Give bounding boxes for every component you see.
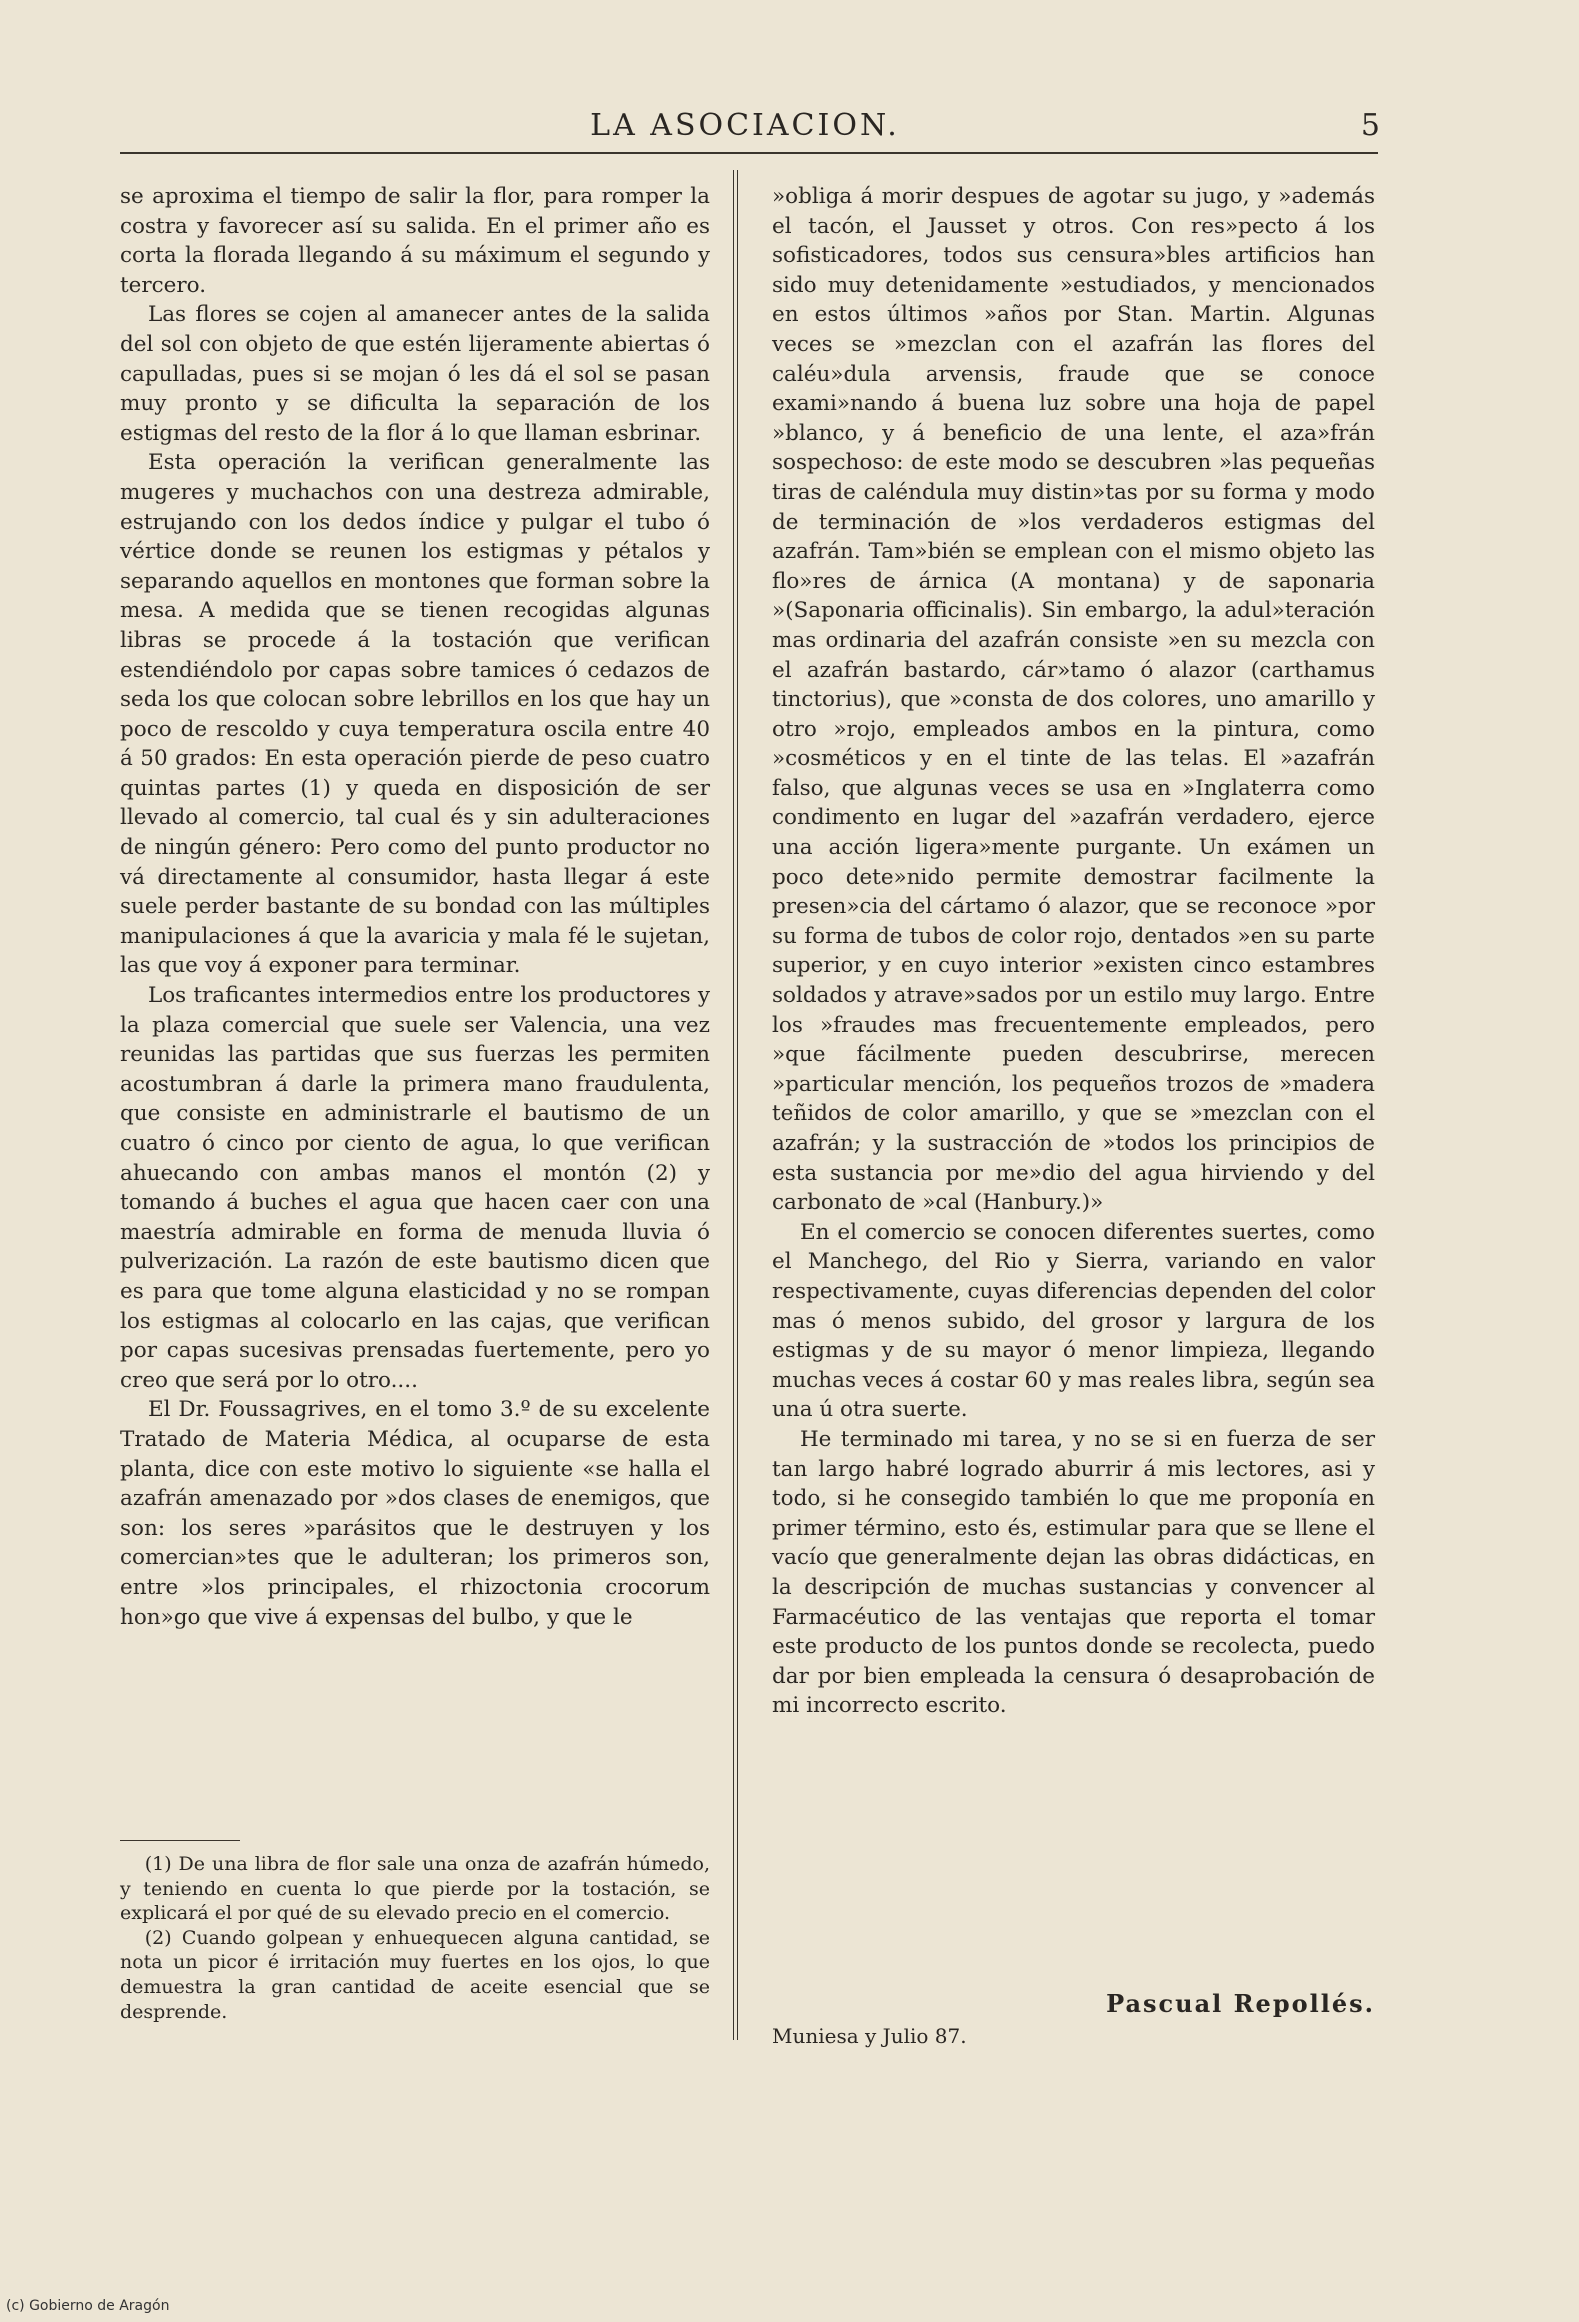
left-column [120, 182, 710, 1632]
author-signature: Pascual Repollés. [1106, 1989, 1375, 2018]
copyright-notice: (c) Gobierno de Aragón [6, 2298, 170, 2314]
paragraph: Esta operación la verifican generalmente las mugeres y muchachos con una destreza admirable, estrujando con los dedos índice y pulgar el tubo ó vértice donde se reunen los estigmas y pétalos y separando aquellos en montones que forman sobre la mesa. A medida que se tienen recogidas algunas libras se procede á la tostación que verifican estendiéndolo por capas sobre tamices ó cedazos de seda los que colocan sobre lebrillos en los que hay un poco de rescoldo y cuya temperatura oscila entre 40 á 50 grados: En esta operación pierde de peso cuatro quintas partes (1) y queda en disposición de ser llevado al comercio, tal cual és y sin adulteraciones de ningún género: Pero como del punto productor no vá directamente al consumidor, hasta llegar á este suele perder bastante de su bondad con las múltiples manipulaciones á que la avaricia y mala fé le sujetan, las que voy á exponer para terminar. [120, 450, 710, 979]
paragraph: Las flores se cojen al amanecer antes de la salida del sol con objeto de que estén lijeramente abiertas ó capulladas, pues si se mojan ó les dá el sol se pasan muy pronto y se dificulta la separación de los estigmas del resto de la flor á lo que llaman esbrinar. [120, 302, 710, 446]
paragraph: Los traficantes intermedios entre los productores y la plaza comercial que suele ser Valencia, una vez reunidas las partidas que sus fuerzas les permiten acostumbran á darle la primera mano fraudulenta, que consiste en administrarle el bautismo de un cuatro ó cinco por ciento de agua, lo que verifican ahuecando con ambas manos el montón (2) y tomando á buches el agua que hacen caer con una maestría admirable en forma de menuda lluvia ó pulverización. La razón de este bautismo dicen que es para que tome alguna elasticidad y no se rompan los estigmas al colocarlo en las cajas, que verifican por capas sucesivas prensadas fuertemente, pero yo creo que será por lo otro.... [120, 983, 710, 1393]
page-header [110, 108, 1380, 158]
place-date: Muniesa y Julio 87. [772, 2024, 967, 2048]
running-title: LA ASOCIACION. [590, 108, 900, 143]
paragraph: se aproxima el tiempo de salir la flor, para romper la costra y favorecer así su salida. En el primer año es corta la florada llegando á su máximum el segundo y tercero. [120, 184, 710, 298]
footnote: (1) De una libra de flor sale una onza de azafrán húmedo, y teniendo en cuenta lo que pierde por la tostación, se explicará el por qué de su elevado precio en el comercio. [120, 1853, 710, 1925]
column-divider [733, 170, 738, 2040]
paragraph: En el comercio se conocen diferentes suertes, como el Manchego, del Rio y Sierra, variando en valor respectivamente, cuyas diferencias dependen del color mas ó menos subido, del grosor y largura de los estigmas y de su mayor ó menor limpieza, llegando muchas veces á costar 60 y mas reales libra, según sea una ú otra suerte. [772, 1219, 1375, 1423]
paragraph: He terminado mi tarea, y no se si en fuerza de ser tan largo habré logrado aburrir á mis lectores, asi y todo, si he consegido también lo que me proponía en primer término, esto és, estimular para que se llene el vacío que generalmente dejan las obras didácticas, en la descripción de muchas sustancias y convencer al Farmacéutico de las ventajas que reporta el tomar este producto de los puntos donde se recolecta, puedo dar por bien empleada la censura ó desaprobación de mi incorrecto escrito. [772, 1426, 1375, 1719]
page-number: 5 [1360, 108, 1380, 143]
footnote: (2) Cuando golpean y enhuequecen alguna cantidad, se nota un picor é irritación muy fuertes en los ojos, lo que demuestra la gran cantidad de aceite esencial que se desprende. [120, 1926, 710, 2023]
header-rule [120, 152, 1378, 154]
signature-block [772, 1990, 1375, 2050]
paragraph: »obliga á morir despues de agotar su jugo, y »además el tacón, el Jausset y otros. Con res»pecto á los sofisticadores, todos sus censura»bles artificios han sido muy detenidamente »estudiados, y mencionados en estos últimos »años por Stan. Martin. Algunas veces se »mezclan con el azafrán las flores del caléu»dula arvensis, fraude que se conoce exami»nando á buena luz sobre una hoja de papel »blanco, y á beneficio de una lente, el aza»frán sospechoso: de este modo se descubren »las pequeñas tiras de caléndula muy distin»tas por su forma y modo de terminación de »los verdaderos estigmas del azafrán. Tam»bién se emplean con el mismo objeto las flo»res de árnica (A montana) y de saponaria »(Saponaria officinalis). Sin embargo, la adul»teración mas ordinaria del azafrán consiste »en su mezcla con el azafrán bastardo, cár»tamo ó alazor (carthamus tinctorius), que »consta de dos colores, uno amarillo y otro »rojo, empleados ambos en la pintura, como »cosméticos y en el tinte de las telas. El »azafrán falso, que algunas veces se usa en »Inglaterra como condimento en lugar del »azafrán verdadero, ejerce una acción ligera»mente purgante. Un exámen un poco dete»nido permite demostrar facilmente la presen»cia del cártamo ó alazor, que se reconoce »por su forma de tubos de color rojo, dentados »en su parte superior, y en cuyo interior »existen cinco estambres soldados y atrave»sados por un estilo muy largo. Entre los »fraudes mas frecuentemente empleados, pero »que fácilmente pueden descubrirse, merecen »particular mención, los pequeños trozos de »madera teñidos de color amarillo, y que se »mezclan con el azafrán; y la sustracción de »todos los principios de esta sustancia por me»dio del agua hirviendo y del carbonato de »cal (Hanbury.)» [772, 184, 1375, 1216]
footnotes [120, 1852, 710, 2024]
paragraph: El Dr. Foussagrives, en el tomo 3.º de su excelente Tratado de Materia Médica, al ocuparse de esta planta, dice con este motivo lo siguiente «se halla el azafrán amenazado por »dos clases de enemigos, que son: los seres »parásitos que le destruyen y los comercian»tes que le adulteran; los primeros son, entre »los principales, el rhizoctonia crocorum hon»go que vive á expensas del bulbo, y que le [120, 1397, 710, 1630]
footnote-rule [120, 1840, 240, 1841]
right-column [772, 182, 1375, 1721]
